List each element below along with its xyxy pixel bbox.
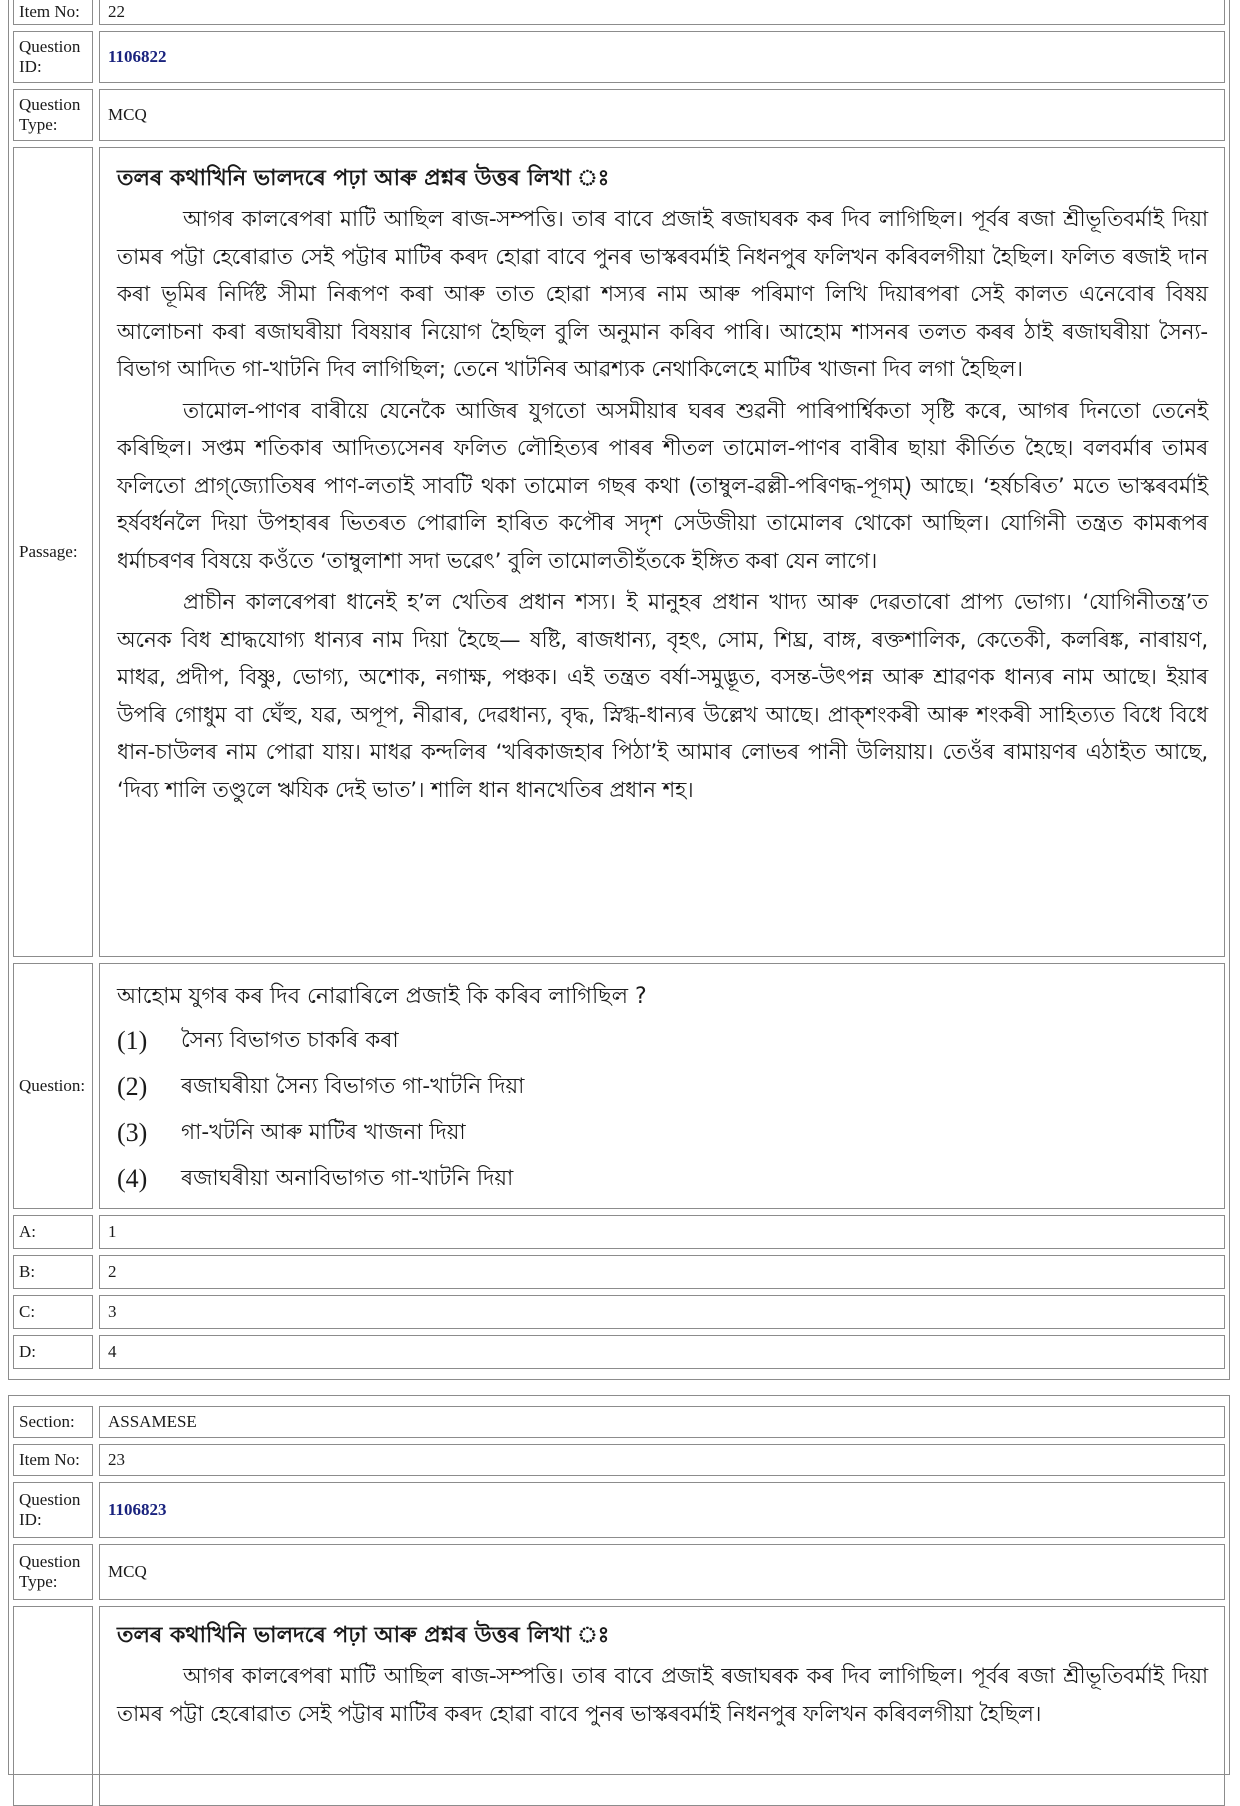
answer-value: 2 — [99, 1255, 1225, 1289]
question-type-row — [13, 89, 1225, 141]
option-4 — [117, 1156, 1208, 1202]
item-no-value: 23 — [99, 1444, 1225, 1476]
option-text: গা-খটনি আৰু মাটিৰ খাজনা দিয়া — [181, 1120, 466, 1145]
option-number: (3) — [117, 1118, 148, 1147]
question-type-label: Question Type: — [13, 1544, 93, 1600]
item-no-row — [13, 0, 1225, 25]
question-id-label: Question ID: — [13, 31, 93, 83]
passage-content — [99, 1606, 1225, 1806]
question-card — [8, 0, 1230, 1380]
question-type-label: Question Type: — [13, 89, 93, 141]
option-2 — [117, 1064, 1208, 1110]
question-content — [99, 963, 1225, 1209]
question-id-value: 1106822 — [108, 47, 167, 66]
question-text: আহোম যুগৰ কৰ দিব নোৱাৰিলে প্ৰজাই কি কৰিব লাগিছিল ? — [117, 984, 647, 1009]
passage-row — [13, 1606, 1225, 1806]
option-1 — [117, 1018, 1208, 1064]
question-type-value: MCQ — [99, 1544, 1225, 1600]
question-card — [8, 1395, 1230, 1775]
passage-content — [99, 147, 1225, 957]
passage-paragraph: আগৰ কালৰেপৰা মাটি আছিল ৰাজ-সম্পত্তি। তাৰ বাবে প্ৰজাই ৰজাঘৰক কৰ দিব লাগিছিল। পূৰ্বৰ ৰজা শ্ৰীভূতিবৰ্মাই দিয়া তামৰ পট্টা হেৰোৱাত সেই পট্টাৰ মাটিৰ কৰদ হোৱা বাবে পুনৰ ভাস্কৰবৰ্মাই নিধনপুৰ ফলিখন কৰিবলগীয়া হৈছিল। ফলিত ৰজাই দান কৰা ভূমিৰ নিৰ্দিষ্ট সীমা নিৰূপণ কৰা আৰু তাত হোৱা শস্যৰ নাম আৰু পৰিমাণ লিখি দিয়াৰপৰা সেই কালত এনেবোৰ বিষয় আলোচনা কৰা ৰজাঘৰীয়া বিষয়াৰ নিয়োগ হৈছিল বুলি অনুমান কৰিব পাৰি। আহোম শাসনৰ তলত কৰৰ ঠাই ৰজাঘৰীয়া সৈন্য-বিভাগ আদিত গা-খাটনি দিব লাগিছিল; তেনে খাটনিৰ আৱশ্যক নেথাকিলেহে মাটিৰ খাজনা দিব লগা হৈছিল। — [117, 207, 1208, 382]
option-number: (2) — [117, 1072, 148, 1101]
item-no-label: Item No: — [13, 0, 93, 25]
option-text: ৰজাঘৰীয়া অনাবিভাগত গা-খাটনি দিয়া — [181, 1166, 514, 1191]
answer-row-b — [13, 1255, 1225, 1289]
option-3 — [117, 1110, 1208, 1156]
item-no-row — [13, 1444, 1225, 1476]
question-label: Question: — [13, 963, 93, 1209]
answer-row-d — [13, 1335, 1225, 1369]
answer-value: 4 — [99, 1335, 1225, 1369]
question-id-row — [13, 31, 1225, 83]
answer-label: B: — [13, 1255, 93, 1289]
question-id-row — [13, 1482, 1225, 1538]
answer-value: 3 — [99, 1295, 1225, 1329]
passage-heading: তলৰ কথাখিনি ভালদৰে পঢ়া আৰু প্ৰশ্নৰ উত্তৰ লিখা ঃ — [117, 166, 610, 191]
option-text: সৈন্য বিভাগত চাকৰি কৰা — [181, 1028, 399, 1053]
passage-paragraph: তামোল-পাণৰ বাৰীয়ে যেনেকৈ আজিৰ যুগতো অসমীয়াৰ ঘৰৰ শুৱনী পাৰিপাৰ্শ্বিকতা সৃষ্টি কৰে, আগৰ দিনতো তেনেই কৰিছিল। সপ্তম শতিকাৰ আদিত্যসেনৰ ফলিত লৌহিত্যৰ পাৰৰ শীতল তামোল-পাণৰ বাৰীৰ ছায়া কীৰ্তিত হৈছে। বলবৰ্মাৰ তামৰ ফলিতো প্ৰাগ্‌জ্যোতিষৰ পাণ-লতাই সাবটি থকা তামোল গছৰ কথা (তাম্বুল-ৱল্লী-পৰিণদ্ধ-পূগম্) আছে। ‘হৰ্ষচৰিত’ মতে ভাস্কৰবৰ্মাই হৰ্ষবৰ্ধনলৈ দিয়া উপহাৰৰ ভিতৰত পোৱালি হাৰিত কপৌৰ সদৃশ সেউজীয়া তামোলৰ থোকো আছিল। যোগিনী তন্ত্ৰত কামৰূপৰ ধৰ্মাচৰণৰ বিষয়ে কওঁতে ‘তাম্বুলাশা সদা ভৱেৎ’ বুলি তামোলতীহঁতকে ইঙ্গিত কৰা যেন লাগে। — [117, 398, 1208, 574]
answer-row-c — [13, 1295, 1225, 1329]
passage-paragraph: প্ৰাচীন কালৰেপৰা ধানেই হ’ল খেতিৰ প্ৰধান শস্য। ই মানুহৰ প্ৰধান খাদ্য আৰু দেৱতাৰো প্ৰাপ্য ভোগ্য। ‘যোগিনীতন্ত্ৰ’ত অনেক বিধ শ্ৰাদ্ধযোগ্য ধান্যৰ নাম দিয়া হৈছে— ষষ্টি, ৰাজধান্য, বৃহৎ, সোম, শিঘ্ৰ, বাঙ্গ, ৰক্তশালিক, কেতেকী, কলৰিঙ্ক, নাৰায়ণ, মাধৱ, প্ৰদীপ, বিষ্ণু, ভোগ্য, অশোক, নগাক্ষ, পঞ্চক। এই তন্ত্ৰত বৰ্ষা-সমুদ্ভূত, বসন্ত-উৎপন্ন আৰু শ্ৰাৱণক ধান্যৰ নাম আছে। ইয়াৰ উপৰি গোধুম বা ঘেঁহু, যৱ, অপূপ, নীৱাৰ, দেৱধান্য, বৃদ্ধ, স্নিগ্ধ-ধান্যৰ উল্লেখ আছে। প্ৰাক্‌শংকৰী আৰু শংকৰী সাহিত্যত বিধে বিধে ধান-চাউলৰ নাম পোৱা যায়। মাধৱ কন্দলিৰ ‘খৰিকাজহাৰ পিঠা’ই আমাৰ লোভৰ পানী উলিয়ায়। তেওঁৰ ৰামায়ণৰ এঠাইত আছে, ‘দিব্য শালি তণ্ডুলে ঋযিক দেই ভাত’। শালি ধান ধানখেতিৰ প্ৰধান শহ। — [117, 590, 1208, 803]
section-row — [13, 1406, 1225, 1438]
question-id-label: Question ID: — [13, 1482, 93, 1538]
question-id-value: 1106823 — [108, 1500, 167, 1519]
item-no-label: Item No: — [13, 1444, 93, 1476]
option-text: ৰজাঘৰীয়া সৈন্য বিভাগত গা-খাটনি দিয়া — [181, 1074, 525, 1099]
section-value: ASSAMESE — [99, 1406, 1225, 1438]
question-type-row — [13, 1544, 1225, 1600]
option-number: (1) — [117, 1026, 148, 1055]
question-type-value: MCQ — [99, 89, 1225, 141]
answer-value: 1 — [99, 1215, 1225, 1249]
answer-label: D: — [13, 1335, 93, 1369]
passage-label: Passage: — [13, 147, 93, 957]
answer-row-a — [13, 1215, 1225, 1249]
option-number: (4) — [117, 1164, 148, 1193]
passage-paragraph: আগৰ কালৰেপৰা মাটি আছিল ৰাজ-সম্পত্তি। তাৰ বাবে প্ৰজাই ৰজাঘৰক কৰ দিব লাগিছিল। পূৰ্বৰ ৰজা শ্ৰীভূতিবৰ্মাই দিয়া তামৰ পট্টা হেৰোৱাত সেই পট্টাৰ মাটিৰ কৰদ হোৱা বাবে পুনৰ ভাস্কৰবৰ্মাই নিধনপুৰ ফলিখন কৰিবলগীয়া হৈছিল। — [117, 1664, 1208, 1727]
answer-label: C: — [13, 1295, 93, 1329]
question-row — [13, 963, 1225, 1209]
answer-label: A: — [13, 1215, 93, 1249]
section-label: Section: — [13, 1406, 93, 1438]
item-no-value: 22 — [99, 0, 1225, 25]
passage-heading: তলৰ কথাখিনি ভালদৰে পঢ়া আৰু প্ৰশ্নৰ উত্তৰ লিখা ঃ — [117, 1623, 610, 1648]
passage-row — [13, 147, 1225, 957]
